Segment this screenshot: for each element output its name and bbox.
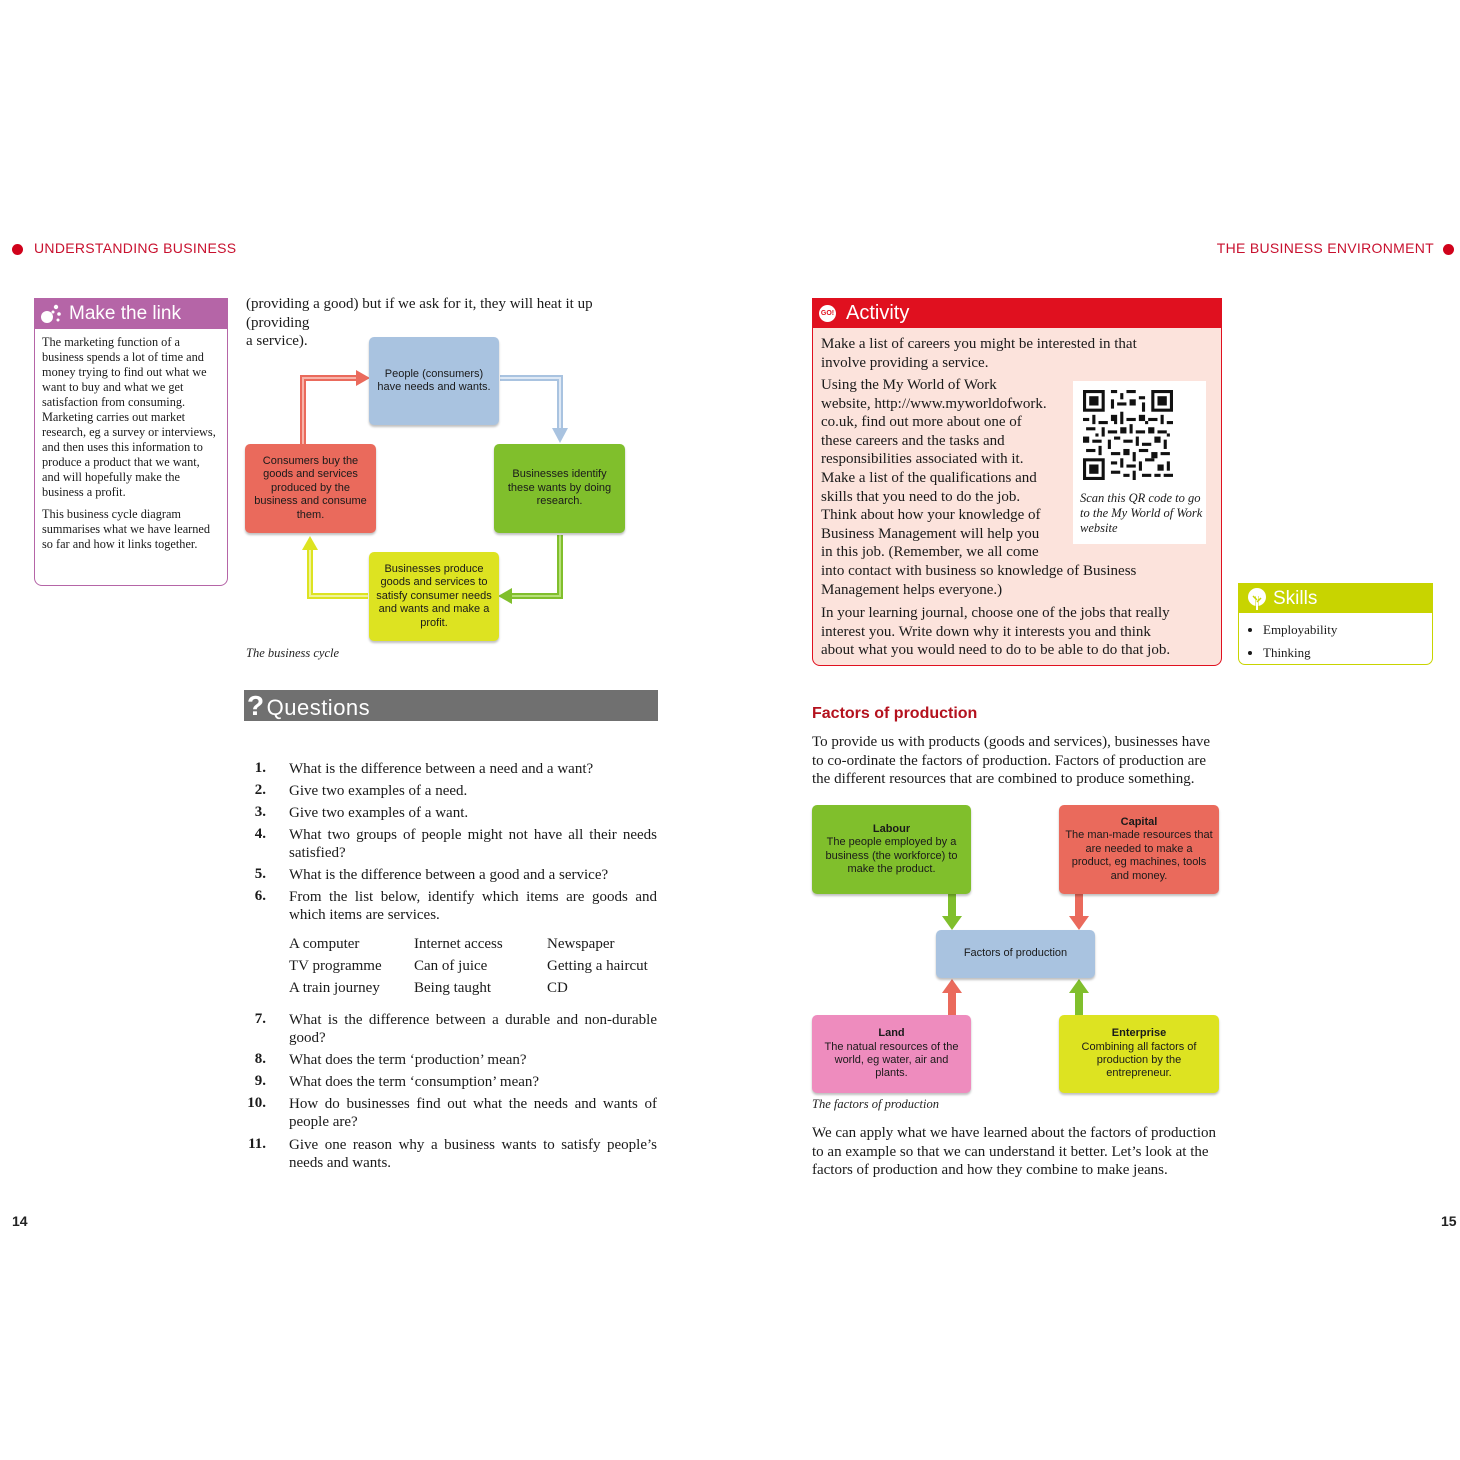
factor-land: [812, 1015, 971, 1093]
factor-labour-title: Labour: [872, 822, 911, 835]
question-number: 5.: [254, 866, 266, 882]
factor-enterprise: [1059, 1015, 1219, 1093]
factor-enterprise-title: Enterprise: [1111, 1027, 1167, 1040]
arrow-head-to-bottom: [498, 588, 512, 604]
make-the-link-paragraph-1: The marketing function of a business spends a lot of time and money trying to find out what we want to buy and what we get satisfaction from consuming. Marketing carries out market research, eg a survey or interviews, and then uses this information to produce a product that we want, and will hopefully make the business a profit.: [42, 335, 216, 499]
activity-line: interest you. Write down why it interests you and think: [821, 623, 1151, 640]
factor-center: [936, 930, 1095, 978]
business-cycle-caption: The business cycle: [246, 646, 340, 660]
cycle-node-consumers-text: People (consumers) have needs and wants.: [377, 367, 491, 393]
activity-line: Make a list of careers you might be interested in that: [821, 336, 1137, 352]
factor-capital-text: The man-made resources that are needed to make a product, eg machines, tools and money.: [1065, 829, 1213, 882]
factor-center-text: Factors of production: [963, 947, 1068, 960]
closing-line: We can apply what we have learned about the factors of production: [812, 1125, 1217, 1141]
activity-line: Business Management will help you: [821, 525, 1040, 542]
closing-text: [812, 1124, 1216, 1180]
question-number: 7.: [254, 1011, 266, 1027]
closing-line: to an example so that we can understand it better. Let’s look at the: [812, 1143, 1209, 1160]
link-dots-icon: [40, 304, 62, 324]
activity-line: website, http://www.myworldofwork.: [821, 395, 1047, 412]
activity-line: Make a list of the qualifications and: [821, 469, 1037, 486]
question-number: 1.: [254, 760, 266, 776]
list-item: Newspaper: [547, 936, 615, 952]
cycle-node-consume: [245, 444, 376, 533]
qr-code-icon[interactable]: [1083, 390, 1173, 480]
activity-line: skills that you need to do the job.: [821, 488, 1021, 505]
list-item: A train journey: [289, 980, 380, 996]
activity-line: Think about how your knowledge of: [821, 507, 1041, 524]
question-mark-icon: ?: [247, 690, 265, 721]
skills-item: • Employability: [1263, 618, 1432, 641]
activity-title: Activity: [846, 302, 910, 324]
activity-header: [813, 299, 1221, 328]
list-item: Being taught: [414, 980, 492, 996]
list-item: Getting a haircut: [547, 958, 648, 974]
question-number: 6.: [254, 888, 266, 904]
question-text: Give one reason why a business wants to satisfy people’s needs and wants.: [289, 1137, 657, 1171]
question-number: 4.: [254, 826, 266, 842]
activity-line: In your learning journal, choose one of the jobs that really: [821, 605, 1170, 621]
question-text: What is the difference between a need and a want?: [289, 761, 594, 777]
factor-labour: [812, 805, 971, 894]
activity-paragraph-3: [821, 604, 1170, 660]
activity-line: involve providing a service.: [821, 354, 989, 371]
factors-heading: Factors of production: [812, 705, 978, 722]
factor-land-title: Land: [878, 1027, 905, 1040]
list-item: TV programme: [289, 958, 382, 974]
factors-intro-line: To provide us with products (goods and services), businesses have: [812, 734, 1211, 750]
question-number: 9.: [254, 1073, 266, 1089]
list-item: A computer: [289, 936, 360, 952]
page-number-right: 15: [1441, 1213, 1457, 1229]
arrow-capital: [1069, 916, 1089, 930]
make-the-link-header: [35, 299, 227, 329]
question-number: 8.: [254, 1051, 266, 1067]
question-text: What is the difference between a good and a service?: [289, 867, 609, 883]
cycle-node-produce-text: Businesses produce goods and services to satisfy consumer needs and wants and make a profit.: [376, 562, 492, 629]
question-number: 10.: [247, 1095, 266, 1111]
make-the-link-title: Make the link: [69, 303, 181, 324]
activity-line: responsibilities associated with it.: [821, 451, 1024, 468]
questions-header: [244, 690, 658, 721]
factors-intro: [812, 733, 1210, 789]
questions-title: Questions: [266, 695, 371, 720]
skills-box: [1238, 583, 1433, 665]
factors-intro-line: the different resources that are combined to produce something.: [812, 771, 1195, 787]
cycle-node-consumers: [369, 337, 499, 425]
make-the-link-paragraph-2: This business cycle diagram summarises what we have learned so far and how it links together.: [42, 507, 210, 551]
activity-line: into contact with business so knowledge of Business: [821, 562, 1137, 579]
question-number: 11.: [248, 1136, 266, 1152]
arrow-head-to-left: [302, 536, 318, 550]
factors-intro-line: to co-ordinate the factors of production. Factors of production are: [812, 752, 1207, 769]
factor-capital-title: Capital: [1120, 815, 1158, 828]
intro-text-line-2: a service).: [246, 333, 308, 349]
question-text: From the list below, identify which items are goods and which items are services.: [289, 889, 657, 923]
activity-paragraph-1: [821, 335, 1137, 372]
question-text: Give two examples of a want.: [289, 805, 469, 821]
arrow-labour: [942, 916, 962, 930]
question-text: What is the difference between a durable and non-durable good?: [289, 1012, 657, 1046]
activity-line: Management helps everyone.): [821, 581, 1003, 598]
cycle-node-consume-text: Consumers buy the goods and services produced by the business and consume them.: [254, 454, 367, 521]
question-number: 2.: [254, 782, 266, 798]
make-the-link-box: [34, 298, 228, 586]
activity-line: about what you would need to do to be able to do that job.: [821, 642, 1171, 659]
factor-land-text: The natual resources of the world, eg water, air and plants.: [824, 1040, 959, 1080]
page-number-left: 14: [12, 1213, 28, 1229]
factors-caption: The factors of production: [812, 1097, 939, 1111]
skills-header: [1239, 584, 1432, 613]
activity-line: these careers and the tasks and: [821, 432, 1005, 449]
cycle-node-identify: [494, 444, 625, 533]
list-item: Can of juice: [414, 958, 488, 974]
cycle-node-identify-text: Businesses identify these wants by doing research.: [507, 468, 612, 508]
question-number: 3.: [254, 804, 266, 820]
factor-labour-text: The people employed by a business (the workforce) to make the product.: [825, 836, 958, 875]
question-text: How do businesses find out what the needs and wants of people are?: [289, 1096, 657, 1130]
factor-capital: [1059, 805, 1219, 894]
arrow-head-to-top: [356, 370, 370, 386]
arrow-enterprise: [1069, 979, 1089, 993]
qr-code-caption: Scan this QR code to go to the My World of Work website: [1080, 491, 1203, 535]
question-text: What does the term ‘production’ mean?: [289, 1052, 527, 1068]
question-text: Give two examples of a need.: [289, 783, 468, 799]
factor-enterprise-text: Combining all factors of production by the entrepreneur.: [1081, 1040, 1197, 1080]
intro-text-line-1: (providing a good) but if we ask for it, they will heat it up (providing: [246, 296, 593, 331]
list-item: CD: [547, 980, 568, 996]
closing-line: factors of production and how they combine to make jeans.: [812, 1162, 1168, 1178]
skills-item: • Thinking: [1263, 641, 1432, 664]
section-dot-left: [12, 244, 23, 255]
tree-icon: [1245, 587, 1269, 610]
arrow-head-to-right: [552, 428, 568, 443]
skills-list: [1239, 618, 1432, 664]
cycle-node-produce: [369, 552, 499, 641]
list-item: Internet access: [414, 936, 503, 952]
activity-line: in this job. (Remember, we all come: [821, 544, 1039, 561]
go-icon: GO!: [819, 305, 836, 322]
section-dot-right: [1443, 244, 1454, 255]
arrow-land: [942, 979, 962, 993]
question-text: What two groups of people might not have all their needs satisfied?: [289, 827, 657, 861]
question-text: What does the term ‘consumption’ mean?: [289, 1074, 540, 1090]
activity-line: Using the My World of Work: [821, 377, 997, 393]
skills-title: Skills: [1273, 588, 1318, 609]
running-head-left: UNDERSTANDING BUSINESS: [34, 240, 237, 256]
running-head-right: THE BUSINESS ENVIRONMENT: [1216, 240, 1434, 256]
activity-line: co.uk, find out more about one of: [821, 414, 1022, 431]
